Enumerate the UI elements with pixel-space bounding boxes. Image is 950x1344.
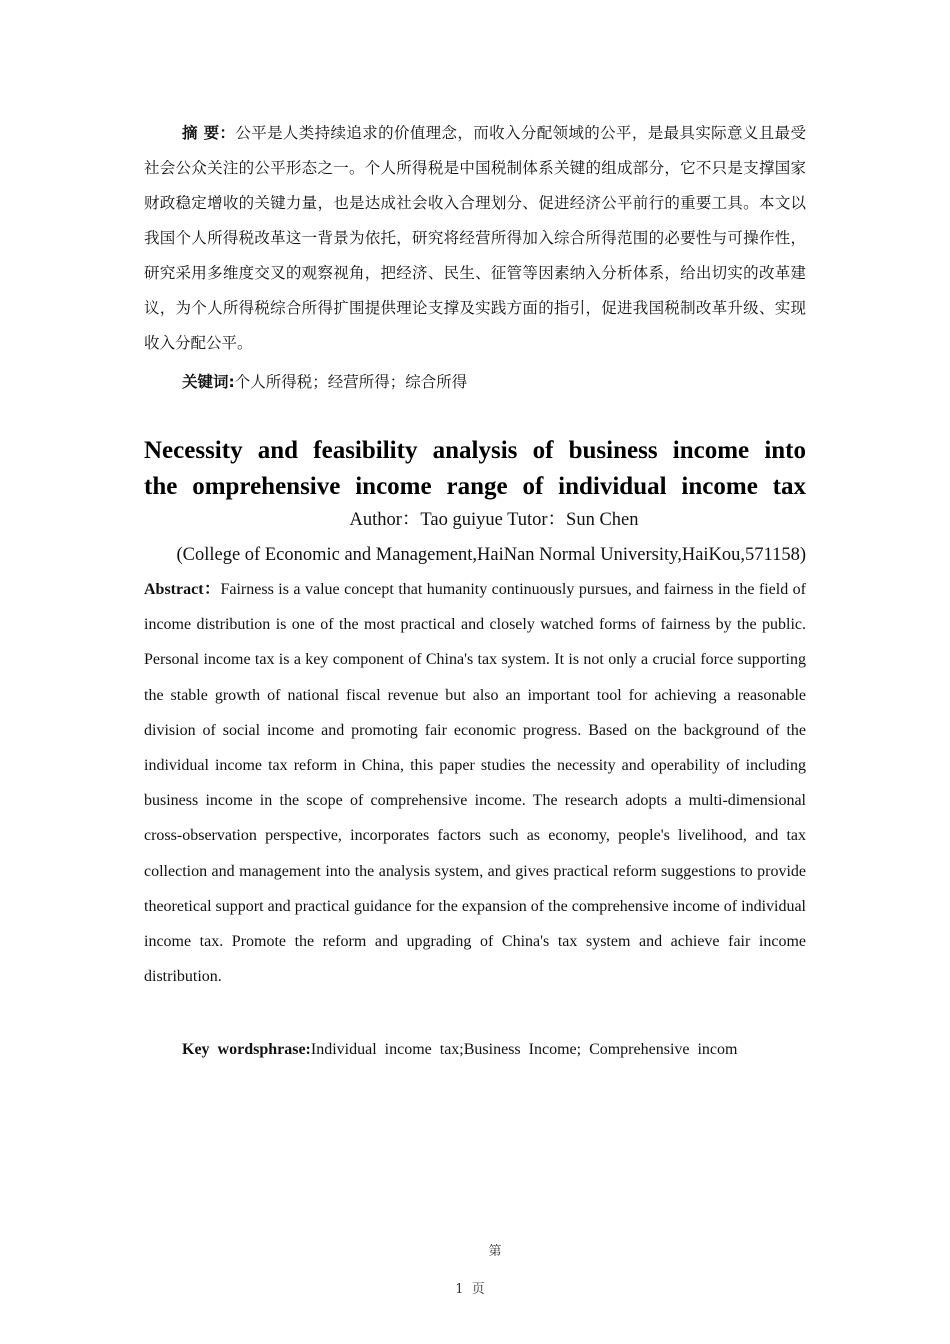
affiliation: (College of Economic and Management,HaiNan Normal University,HaiKou,571158): [176, 545, 806, 565]
page-footer-suffix: 页: [471, 1282, 485, 1297]
page-footer-prefix: 第: [488, 1244, 502, 1259]
english-keywords: [182, 1035, 822, 1065]
chinese-keywords-text: 个人所得税；经营所得；综合所得: [234, 373, 468, 391]
chinese-keywords: [144, 365, 844, 400]
chinese-abstract-label: 摘 要：: [182, 124, 236, 142]
page-footer-number: [0, 1278, 940, 1297]
english-abstract-label: Abstract：: [144, 581, 221, 598]
english-abstract: [144, 572, 806, 994]
english-keywords-text: Individual income tax;Business Income; Comprehensive incom: [310, 1041, 738, 1058]
english-title-line-2: the omprehensive income range of individual income tax: [144, 473, 806, 500]
english-keywords-label: Key wordsphrase:: [182, 1041, 311, 1058]
chinese-abstract: [144, 116, 806, 361]
english-abstract-text: Fairness is a value concept that humanity continuously pursues, and fairness in the field of income distribution is one of the most practical and closely watched forms of fairness by the public. Personal income tax is a key component of China's tax system. It is not only a crucial force supporting the stable growth of national fiscal revenue but also an important tool for achieving a reasonable division of social income and promoting fair economic progress. Based on the background of the individual income tax reform in China, this paper studies the necessity and operability of including business income in the scope of comprehensive income. The research adopts a multi-dimensional cross-observation perspective, incorporates factors such as economy, people's livelihood, and tax collection and management into the analysis system, and gives practical reform suggestions to provide theoretical support and practical guidance for the expansion of the comprehensive income of individual income tax. Promote the reform and upgrading of China's tax system and achieve fair income distribution.: [144, 581, 806, 986]
english-title-line-1: Necessity and feasibility analysis of business income into: [144, 437, 806, 464]
english-title: [144, 433, 806, 505]
author-line: Author：Tao guiyue Tutor：Sun Chen: [349, 510, 639, 530]
chinese-abstract-text: 公平是人类持续追求的价值理念，而收入分配领域的公平，是最具实际意义且最受社会公众关注的公平形态之一。个人所得税是中国税制体系关键的组成部分，它不只是支撑国家财政稳定增收的关键力量，也是达成社会收入合理划分、促进经济公平前行的重要工具。本文以我国个人所得税改革这一背景为依托，研究将经营所得加入综合所得范围的必要性与可操作性，研究采用多维度交叉的观察视角，把经济、民生、征管等因素纳入分析体系，给出切实的改革建议，为个人所得税综合所得扩围提供理论支撑及实践方面的指引，促进我国税制改革升级、实现收入分配公平。: [144, 124, 806, 352]
chinese-keywords-label: 关键词:: [182, 373, 235, 391]
page-number: 1: [455, 1282, 464, 1297]
